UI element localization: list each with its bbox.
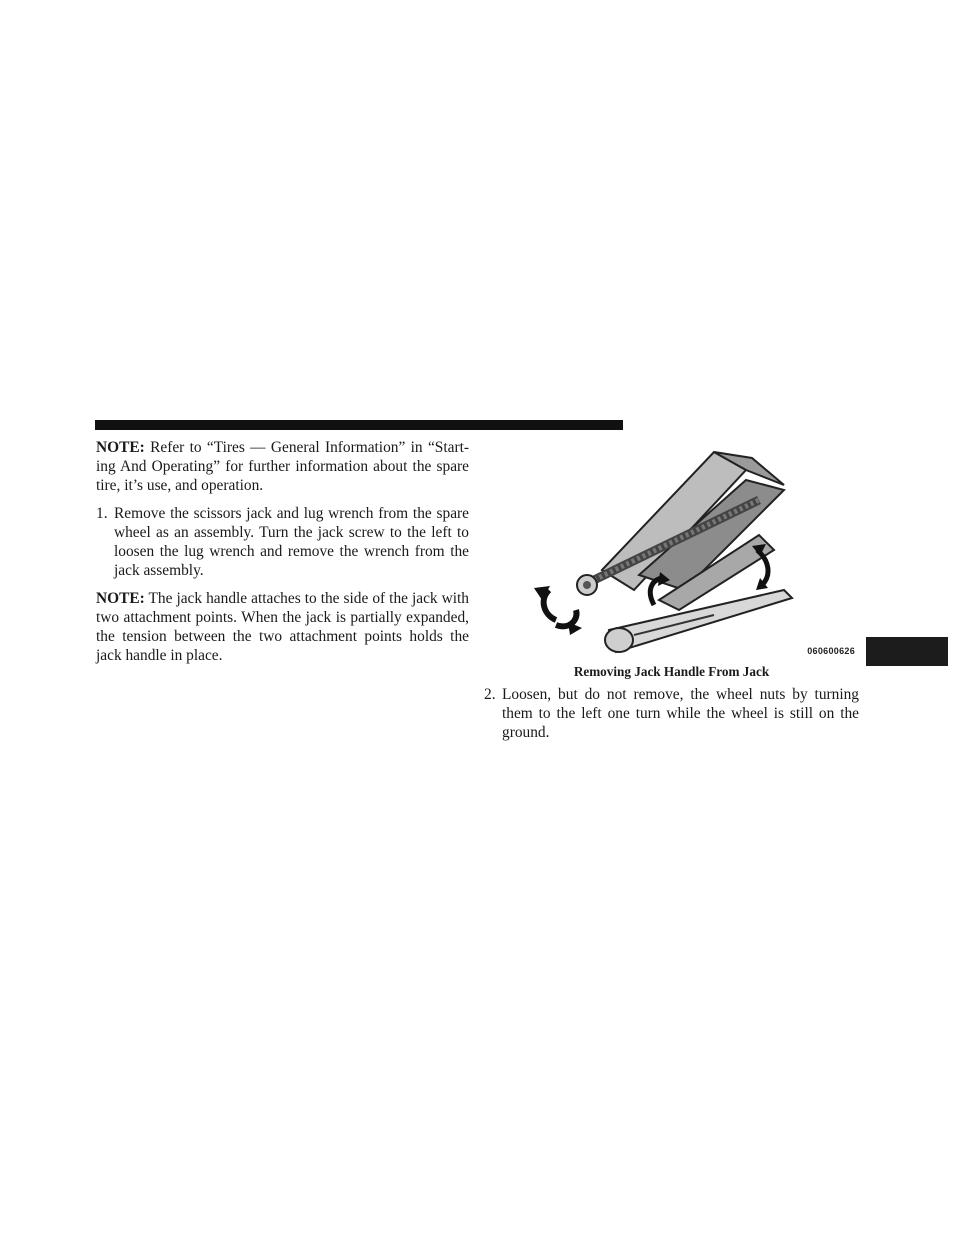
jack-illustration	[484, 440, 859, 660]
rotation-arrow-icon	[534, 586, 582, 635]
note-label: NOTE:	[96, 590, 145, 607]
list-text: Loosen, but do not remove, the wheel nuts by turning them to the left one turn while the wheel is still on the ground.	[502, 686, 859, 741]
list-number: 1.	[96, 505, 108, 522]
note-label: NOTE:	[96, 439, 145, 456]
list-item-step-2	[484, 685, 859, 742]
right-column	[484, 440, 859, 751]
section-top-rule	[95, 420, 623, 430]
section-side-tab	[866, 637, 948, 666]
list-item-step-1	[96, 504, 469, 580]
note-text: The jack handle attaches to the side of the jack with two attachment points. When the jack is partially expanded, the tension between the two attachment points holds the jack handle in place.	[96, 590, 469, 664]
figure-caption: Removing Jack Handle From Jack	[573, 664, 770, 679]
left-column	[96, 438, 469, 674]
lug-wrench-handle	[605, 590, 792, 652]
jack-figure	[484, 440, 859, 660]
list-number: 2.	[484, 686, 496, 703]
figure-code: 060600626	[807, 646, 855, 656]
note-paragraph-2	[96, 589, 469, 665]
list-text: Remove the scissors jack and lug wrench from the spare wheel as an assembly. Turn the jack screw to the left to loosen the lug wrench and remove the wrench from the jack assembly.	[114, 505, 469, 579]
note-text: Refer to “Tires — General Information” in “Start-ing And Operating” for further information about the spare tire, it’s use, and operation.	[96, 439, 469, 494]
jack-body	[577, 452, 784, 610]
note-paragraph-1	[96, 438, 469, 495]
